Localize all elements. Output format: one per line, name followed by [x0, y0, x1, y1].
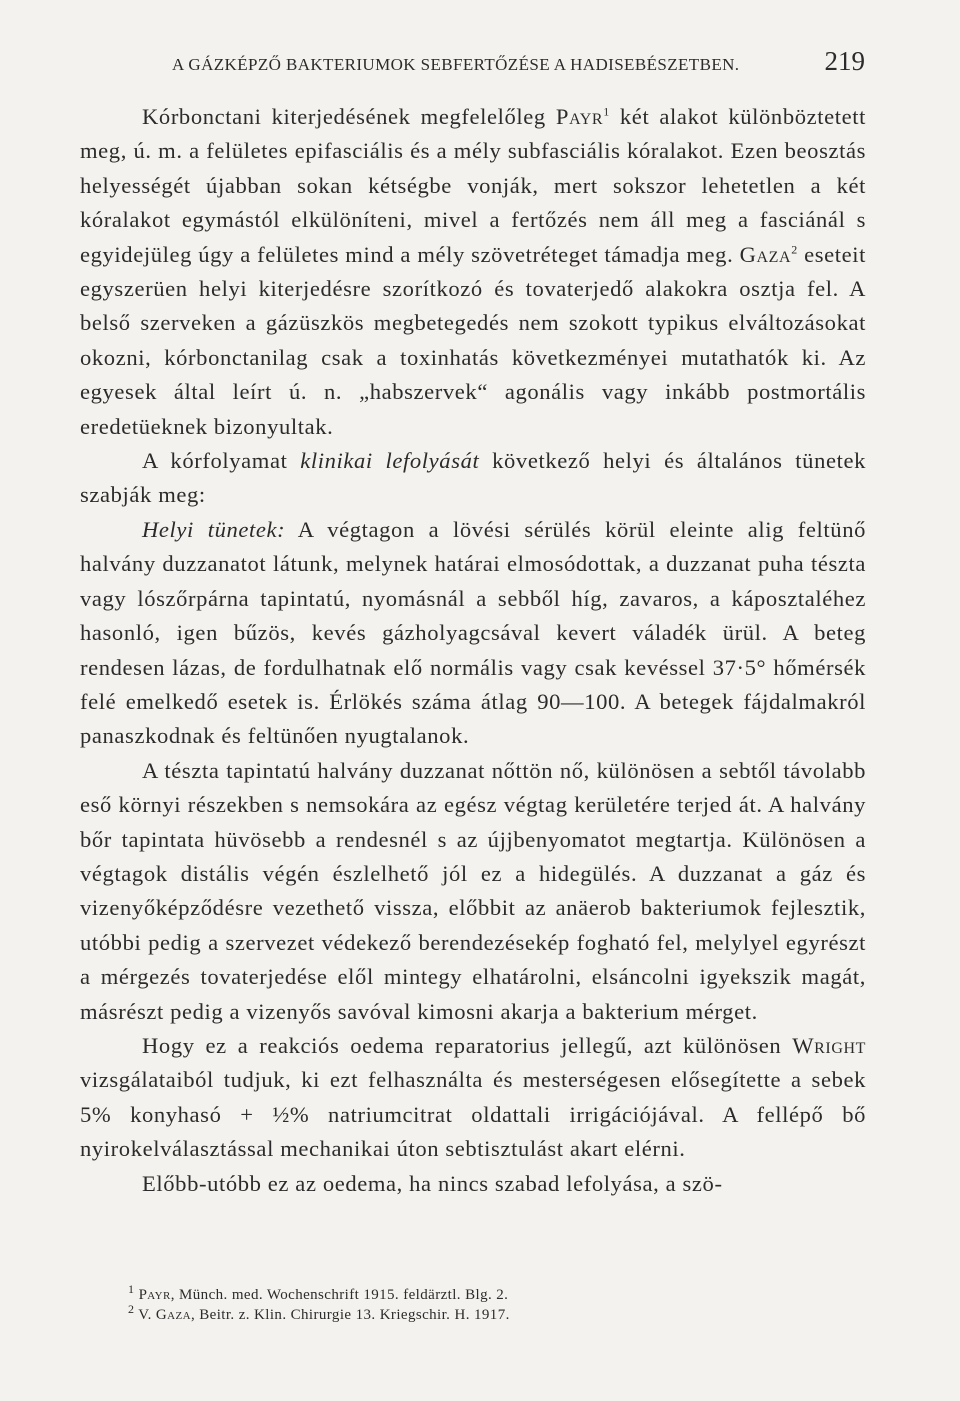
- author-name: Wright: [792, 1032, 866, 1058]
- footnote-text: , Beitr. z. Klin. Chirurgie 13. Kriegschir. H. 1917.: [190, 1307, 510, 1323]
- text-run: következő helyi és általános tünetek szabják meg:: [80, 448, 867, 508]
- text-run: A végtagon a lövési sérülés körül eleinte alig feltünő halvány duzzanatot látunk, melynek határai elmosódottak, a duzzanat puha tészta vagy lószőrpárna tapintatú, nyomásnál a sebből híg, zavaros, a káposztaléhez hasonló, igen bűzös, kevés gázholyagcsával kevert váladék ürül. A beteg rendesen lázas, de fordulhatnak elő normális vagy csak kevéssel 37·5° hőmérsék felé emelkedő esetek is. Érlökés száma átlag 90—100. A betegek fájdalmakról panaszkodnak és feltünően nyugtalanok.: [80, 516, 866, 749]
- text-run: Előbb-utóbb ez az oedema, ha nincs szabad lefolyása, a szö-: [142, 1170, 723, 1196]
- footnote-marker: 2: [128, 1302, 135, 1316]
- paragraph: [80, 1029, 866, 1167]
- footnotes: [128, 1282, 848, 1325]
- footnote: [128, 1302, 848, 1325]
- paragraph: [80, 513, 866, 754]
- author-name: Payr: [555, 104, 604, 129]
- text-run: eseteit egyszerüen helyi kiterjedésre szorítkozó és tovaterjedő alakokra osztja fel. A belső szerveken a gázüszkös megbetegedés nem szokott typikus elváltozásokat okozni, kórbonctanilag csak a toxinhatás következményei mutathatók ki. Az egyesek által leírt ú. n. „habszervek“ agonális vagy inkább postmortális eredetüeknek bizonyultak.: [80, 241, 866, 439]
- paragraph: [80, 444, 866, 513]
- footnote-text: , Münch. med. Wochenschrift 1915. feldärztl. Blg. 2.: [170, 1287, 509, 1303]
- paragraph: [80, 100, 866, 444]
- text-run: vizsgálataiból tudjuk, ki ezt felhasználta és mesterségesen elősegítette a sebek 5% konyhasó + ½% natriumcitrat oldattali irrigációjával. A fellépő bő nyirokelválasztással mechanikai úton sebtisztulást akart elérni.: [80, 1067, 866, 1162]
- text-run: Kórbonctani kiterjedésének megfelelőleg: [142, 104, 556, 129]
- author-name: Payr: [138, 1287, 171, 1303]
- text-run: A tészta tapintatú halvány duzzanat nőttön nő, különösen a sebtől távolabb eső környi részekben s nemsokára az egész végtag kerületére terjed át. A halvány bőr tapintata hüvösebb a rendesnél s az újjbenyomatot megtartja. Különösen a végtagok distális végén észlelhető jól ez a hidegülés. A duzzanat a gáz és vizenyőképződésre vezethető vissza, előbbit az anäerob bakteriumok fejlesztik, utóbbi pedig a szervezet védekező berendezésekép fogható fel, melylyel egyrészt a mérgezés tovaterjedése elől mintegy elhatárolni, elsáncolni igyekszik magát, másrészt pedig a vizenyős savóval kimosni akarja a bakterium mérget.: [80, 757, 866, 1024]
- paragraph: [80, 1167, 866, 1201]
- author-name: Gaza: [739, 241, 792, 267]
- text-run: két alakot különböztetett meg, ú. m. a felületes epifasciális és a mély subfasciális kóralakot. Ezen beosztás helyességét újabban sokan kétségbe vonják, mert sokszor lehetetlen a két kóralakot egymástól elkülöníteni, mivel a fertőzés nem áll meg a fasciánál s egyidejüleg úgy a felületes mind a mély szövetréteget támadja meg.: [80, 104, 867, 267]
- footnote-ref: 2: [791, 242, 798, 257]
- body-text: [80, 100, 866, 1201]
- emphasis: Helyi tünetek:: [142, 516, 286, 542]
- emphasis: klinikai lefolyását: [300, 448, 480, 474]
- footnote-ref: 1: [603, 104, 610, 119]
- author-name: Gaza: [155, 1307, 191, 1323]
- text-run: A kórfolyamat: [142, 448, 301, 474]
- footnote: [128, 1282, 848, 1305]
- running-head: A GÁZKÉPZŐ BAKTERIUMOK SEBFERTŐZÉSE A HADISEBÉSZETBEN.: [172, 55, 740, 74]
- page-number: 219: [824, 46, 865, 76]
- paragraph: [80, 754, 866, 1029]
- footnote-text: V.: [134, 1307, 156, 1323]
- footnote-marker: 1: [128, 1282, 135, 1296]
- page-header: [172, 46, 865, 90]
- text-run: Hogy ez a reakciós oedema reparatorius jellegű, azt különösen: [142, 1032, 793, 1058]
